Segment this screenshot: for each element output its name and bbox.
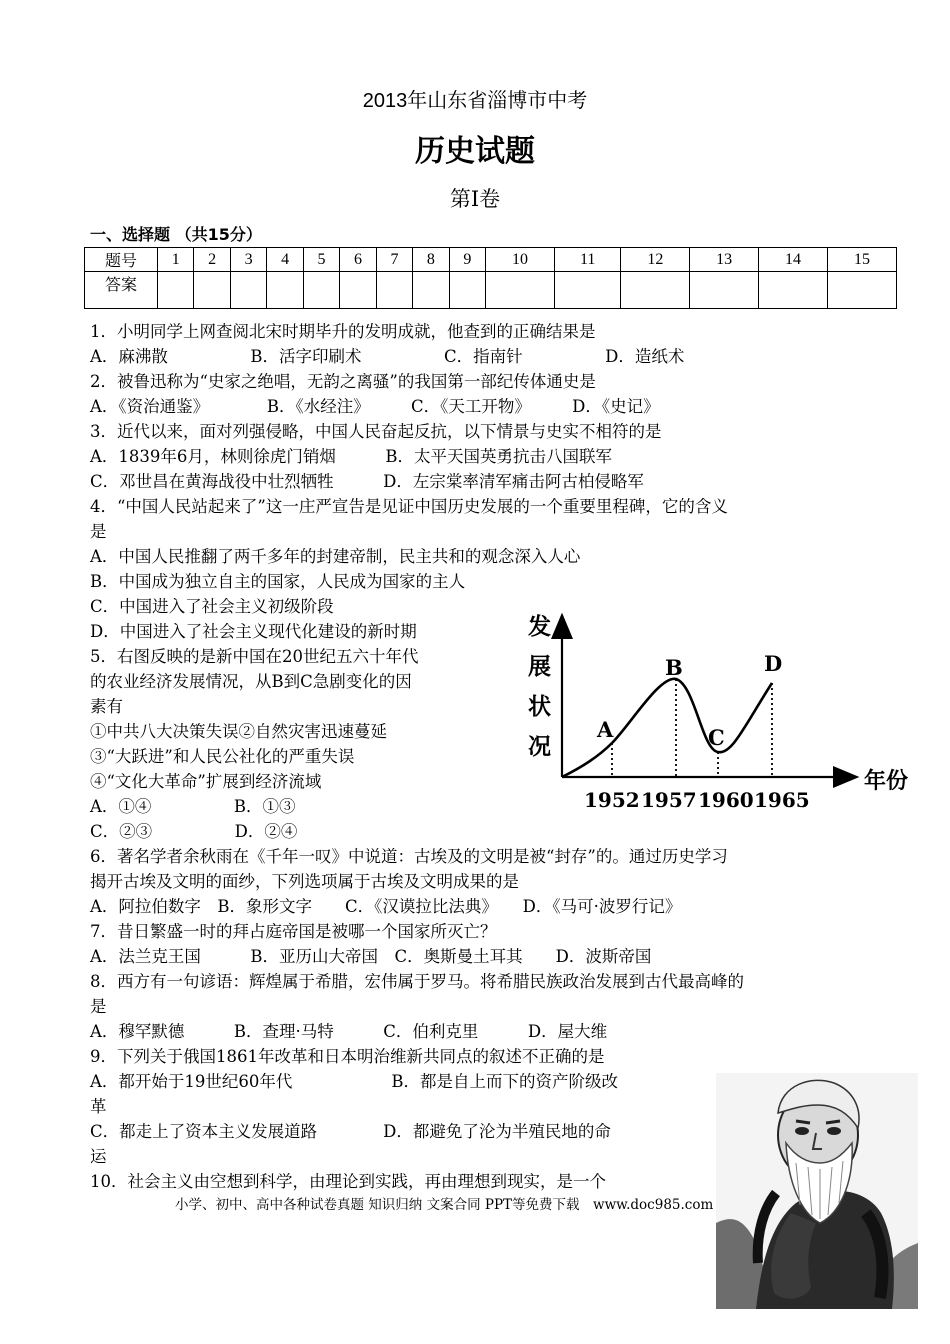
y-label-char: 况 bbox=[528, 733, 551, 760]
q2-stem: 2．被鲁迅称为“史家之绝唱，无韵之离骚”的我国第一部纪传体通史是 bbox=[90, 372, 596, 391]
q9-stem: 9．下列关于俄国1861年改革和日本明治维新共同点的叙述不正确的是 bbox=[90, 1047, 605, 1066]
q2-options: A．《资治通鉴》 B．《水经注》 C．《天工开物》 D．《史记》 bbox=[90, 397, 660, 416]
q3-options-ab: A．1839年6月，林则徐虎门销烟 B．太平天国英勇抗击八国联军 bbox=[90, 447, 613, 466]
volume-label: 第Ⅰ卷 bbox=[449, 187, 501, 211]
year-label: 1957 bbox=[641, 788, 697, 812]
answer-cell[interactable] bbox=[303, 272, 339, 309]
answer-cell[interactable] bbox=[413, 272, 449, 309]
q1-options: A．麻沸散 B．活字印刷术 C．指南针 D．造纸术 bbox=[90, 347, 685, 366]
exam-subtitle: 2013年山东省淄博市中考 bbox=[362, 90, 588, 112]
answer-table-number: 7 bbox=[376, 248, 412, 272]
answer-table-number: 1 bbox=[158, 248, 194, 272]
point-label-a: A bbox=[597, 717, 614, 742]
q4-option-d: D．中国进入了社会主义现代化建设的新时期 bbox=[90, 622, 417, 641]
point-label-c: C bbox=[708, 725, 725, 750]
answer-cell[interactable] bbox=[158, 272, 194, 309]
q6-options: A．阿拉伯数字 B．象形文字 C．《汉谟拉比法典》 D．《马可·波罗行记》 bbox=[90, 897, 682, 916]
point-label-b: B bbox=[665, 655, 683, 680]
agriculture-development-figure bbox=[520, 605, 920, 820]
q7-options: A．法兰克王国 B．亚历山大帝国 C．奥斯曼土耳其 D．波斯帝国 bbox=[90, 947, 652, 966]
q4-option-c: C．中国进入了社会主义初级阶段 bbox=[90, 597, 334, 616]
answer-cell[interactable] bbox=[340, 272, 376, 309]
answer-cell[interactable] bbox=[621, 272, 690, 309]
q1-stem: 1．小明同学上网查阅北宋时期毕升的发明成就，他查到的正确结果是 bbox=[90, 322, 596, 341]
year-label: 1965 bbox=[754, 788, 810, 812]
q3-stem: 3．近代以来，面对列强侵略，中国人民奋起反抗，以下情景与史实不相符的是 bbox=[90, 422, 662, 441]
q8-stem: 8．西方有一句谚语：辉煌属于希腊，宏伟属于罗马。将希腊民族政治发展到古代最高峰的 bbox=[90, 972, 744, 991]
q5-factor-3: ③“大跃进”和人民公社化的严重失误 bbox=[90, 747, 355, 766]
q4-stem: 4．“中国人民站起来了”这一庄严宣告是见证中国历史发展的一个重要里程碑，它的含义 bbox=[90, 497, 728, 516]
answer-table-number: 10 bbox=[486, 248, 555, 272]
q9-options-ab-cont: 革 bbox=[90, 1097, 107, 1116]
q9-options-cd-cont: 运 bbox=[90, 1147, 107, 1166]
y-label-char: 状 bbox=[528, 693, 551, 720]
q4-stem-cont: 是 bbox=[90, 522, 107, 541]
answer-table-number: 9 bbox=[449, 248, 485, 272]
footer-note: 小学、初中、高中各种试卷真题 知识归纳 文案合同 PPT等免费下载 www.doc985.com bbox=[175, 1197, 714, 1213]
q9-options-cd: C．都走上了资本主义发展道路 D．都避免了沦为半殖民地的命 bbox=[90, 1122, 611, 1141]
answer-table-answer-row bbox=[85, 272, 897, 309]
q4-option-b: B．中国成为独立自主的国家，人民成为国家的主人 bbox=[90, 572, 466, 591]
q5-options-cd: C．②③ D．②④ bbox=[90, 822, 298, 841]
q5-stem: 5．右图反映的是新中国在20世纪五六十年代 bbox=[90, 647, 419, 666]
q5-factor-12: ①中共八大决策失误②自然灾害迅速蔓延 bbox=[90, 722, 387, 741]
answer-table-number: 8 bbox=[413, 248, 449, 272]
q5-stem-cont: 的农业经济发展情况，从B到C急剧变化的因 bbox=[90, 672, 412, 691]
q8-stem-cont: 是 bbox=[90, 997, 107, 1016]
answer-table-number: 13 bbox=[690, 248, 759, 272]
q4-option-a: A．中国人民推翻了两千多年的封建帝制，民主共和的观念深入人心 bbox=[90, 547, 581, 566]
y-label-char: 发 bbox=[528, 613, 551, 640]
answer-table-number: 6 bbox=[340, 248, 376, 272]
answer-table-number: 5 bbox=[303, 248, 339, 272]
answer-cell[interactable] bbox=[194, 272, 230, 309]
q8-options: A．穆罕默德 B．查理·马特 C．伯利克里 D．屋大维 bbox=[90, 1022, 608, 1041]
answer-table-number: 12 bbox=[621, 248, 690, 272]
answer-cell[interactable] bbox=[827, 272, 896, 309]
answer-table-row2-label: 答案 bbox=[85, 272, 158, 309]
point-label-d: D bbox=[764, 651, 783, 676]
exam-title: 历史试题 bbox=[415, 134, 535, 169]
answer-cell[interactable] bbox=[690, 272, 759, 309]
answer-table-row1-label: 题号 bbox=[85, 248, 158, 272]
x-axis-label: 年份 bbox=[864, 768, 909, 794]
q5-factor-4: ④“文化大革命”扩展到经济流域 bbox=[90, 772, 322, 791]
q9-options-ab: A．都开始于19世纪60年代 B．都是自上而下的资产阶级改 bbox=[90, 1072, 619, 1091]
year-label: 1960 bbox=[698, 788, 754, 812]
q6-stem-cont: 揭开古埃及文明的面纱，下列选项属于古埃及文明成果的是 bbox=[90, 872, 519, 891]
q6-stem: 6．著名学者余秋雨在《千年一叹》中说道：古埃及的文明是被“封存”的。通过历史学习 bbox=[90, 847, 728, 866]
answer-table-number-row bbox=[85, 248, 897, 272]
answer-cell[interactable] bbox=[449, 272, 485, 309]
answer-table-number: 14 bbox=[759, 248, 828, 272]
answer-table-number: 2 bbox=[194, 248, 230, 272]
q3-options-cd: C．邓世昌在黄海战役中壮烈牺牲 D．左宗棠率清军痛击阿古柏侵略军 bbox=[90, 472, 644, 491]
answer-cell[interactable] bbox=[267, 272, 303, 309]
answer-table-number: 15 bbox=[827, 248, 896, 272]
darwin-caricature-image bbox=[716, 1073, 918, 1309]
year-label: 1952 bbox=[584, 788, 640, 812]
answer-cell[interactable] bbox=[230, 272, 266, 309]
answer-table bbox=[84, 247, 897, 309]
answer-cell[interactable] bbox=[554, 272, 620, 309]
development-curve bbox=[562, 679, 772, 777]
answer-cell[interactable] bbox=[759, 272, 828, 309]
q7-stem: 7．昔日繁盛一时的拜占庭帝国是被哪一个国家所灭亡？ bbox=[90, 922, 497, 941]
section-heading: 一、选择题 （共15分） bbox=[90, 225, 262, 244]
answer-table-number: 4 bbox=[267, 248, 303, 272]
q5-stem-cont: 素有 bbox=[90, 697, 123, 716]
q10-stem: 10．社会主义由空想到科学，由理论到实践，再由理想到现实，是一个 bbox=[90, 1172, 606, 1191]
answer-cell[interactable] bbox=[376, 272, 412, 309]
answer-table-number: 11 bbox=[554, 248, 620, 272]
answer-cell[interactable] bbox=[486, 272, 555, 309]
answer-table-number: 3 bbox=[230, 248, 266, 272]
y-label-char: 展 bbox=[528, 653, 551, 680]
q5-options-ab: A．①④ B．①③ bbox=[90, 797, 296, 816]
